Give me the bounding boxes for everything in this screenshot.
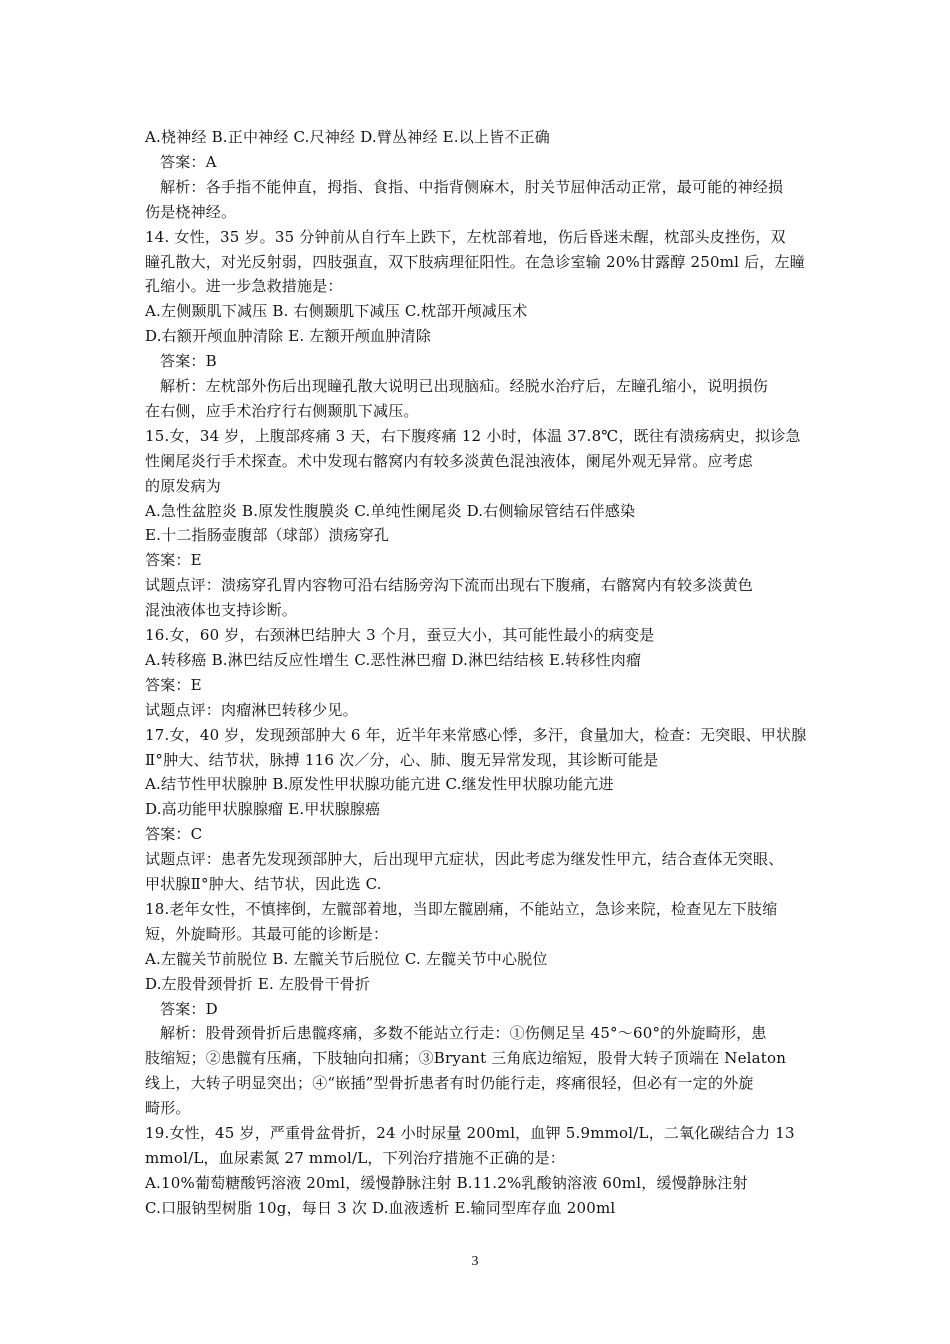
text-line: A.转移癌 B.淋巴结反应性增生 C.恶性淋巴瘤 D.淋巴结结核 E.转移性肉瘤 bbox=[145, 650, 642, 669]
text-line: 混浊液体也支持诊断。 bbox=[145, 601, 298, 620]
text-line: D.左股骨颈骨折 E. 左股骨干骨折 bbox=[145, 974, 371, 993]
text-line: 肢缩短；②患髋有压痛，下肢轴向扣痛；③Bryant 三角底边缩短，股骨大转子顶端在 Nelaton bbox=[145, 1049, 787, 1068]
text-line: 性阑尾炎行手术探查。术中发现右髂窝内有较多淡黄色混浊液体，阑尾外观无异常。应考虑 bbox=[145, 451, 754, 470]
text-line: 18.老年女性，不慎摔倒，左髋部着地，当即左髋剧痛，不能站立，急诊来院，检查见左下肢缩 bbox=[145, 899, 778, 918]
text-line: 短，外旋畸形。其最可能的诊断是： bbox=[145, 924, 389, 943]
text-line: 解析：股骨颈骨折后患髋疼痛，多数不能站立行走：①伤侧足呈 45°～60°的外旋畸形，患 bbox=[160, 1024, 767, 1043]
text-line: 14. 女性，35 岁。35 分钟前从自行车上跌下，左枕部着地，伤后昏迷未醒，枕部头皮挫伤，双 bbox=[145, 227, 786, 246]
text-line: 伤是桡神经。 bbox=[145, 202, 237, 221]
text-line: 畸形。 bbox=[145, 1099, 191, 1118]
text-line: A.左侧颞肌下减压 B. 右侧颞肌下减压 C.枕部开颅减压术 bbox=[145, 302, 528, 321]
text-line: 甲状腺Ⅱ°肿大、结节状，因此选 C. bbox=[145, 875, 382, 893]
text-line: 17.女，40 岁，发现颈部肿大 6 年，近半年来常感心悸，多汗，食量加大，检查：无突眼、甲状腺 bbox=[145, 725, 807, 744]
text-line: 试题点评：溃疡穿孔胃内容物可沿右结肠旁沟下流而出现右下腹痛，右髂窝内有较多淡黄色 bbox=[145, 576, 754, 595]
text-line: C.口服钠型树脂 10g，每日 3 次 D.血液透析 E.输同型库存血 200ml bbox=[145, 1198, 616, 1217]
page-number: 3 bbox=[471, 1254, 479, 1269]
text-line: Ⅱ°肿大、结节状，脉搏 116 次／分，心、肺、腹无异常发现，其诊断可能是 bbox=[145, 750, 659, 769]
text-line: A.桡神经 B.正中神经 C.尺神经 D.臂丛神经 E.以上皆不正确 bbox=[145, 128, 550, 146]
text-line: 解析：各手指不能伸直，拇指、食指、中指背侧麻木，肘关节屈伸活动正常，最可能的神经损 bbox=[160, 177, 784, 196]
text-line: 15.女，34 岁，上腹部疼痛 3 天，右下腹疼痛 12 小时，体温 37.8℃，既往有溃疡病史，拟诊急 bbox=[145, 426, 801, 445]
text-line: 解析：左枕部外伤后出现瞳孔散大说明已出现脑疝。经脱水治疗后，左瞳孔缩小，说明损伤 bbox=[160, 377, 769, 395]
text-line: 试题点评：肉瘤淋巴转移少见。 bbox=[145, 700, 358, 719]
text-line: E.十二指肠壶腹部（球部）溃疡穿孔 bbox=[145, 526, 390, 545]
text-line: 的原发病为 bbox=[145, 476, 222, 495]
text-line: 孔缩小。进一步急救措施是： bbox=[145, 277, 343, 296]
text-line: A.急性盆腔炎 B.原发性腹膜炎 C.单纯性阑尾炎 D.右侧输尿管结石伴感染 bbox=[145, 501, 636, 520]
text-line: A.左髋关节前脱位 B. 左髋关节后脱位 C. 左髋关节中心脱位 bbox=[145, 949, 548, 968]
text-line: 答案：C bbox=[145, 825, 203, 844]
text-line: 试题点评：患者先发现颈部肿大，后出现甲亢症状，因此考虑为继发性甲亢，结合查体无突眼、 bbox=[145, 850, 784, 869]
text-line: 瞳孔散大，对光反射弱，四肢强直，双下肢病理征阳性。在急诊室输 20%甘露醇 250ml 后，左瞳 bbox=[145, 252, 805, 271]
text-line: A.结节性甲状腺肿 B.原发性甲状腺功能亢进 C.继发性甲状腺功能亢进 bbox=[145, 775, 614, 794]
text-line: mmol/L，血尿素氮 27 mmol/L，下列治疗措施不正确的是： bbox=[145, 1148, 566, 1167]
text-line: 线上，大转子明显突出；④“嵌插”型骨折患者有时仍能行走，疼痛很轻，但必有一定的外旋 bbox=[145, 1074, 754, 1093]
text-line: 16.女，60 岁，右颈淋巴结肿大 3 个月，蚕豆大小，其可能性最小的病变是 bbox=[145, 626, 655, 644]
text-line: 答案：A bbox=[160, 152, 217, 171]
text-line: 答案：E bbox=[145, 551, 202, 570]
text-line: D.右额开颅血肿清除 E. 左额开颅血肿清除 bbox=[145, 327, 431, 346]
text-line: 答案：D bbox=[160, 999, 218, 1018]
text-line: A.10%葡萄糖酸钙溶液 20ml，缓慢静脉注射 B.11.2%乳酸钠溶液 60ml，缓慢静脉注射 bbox=[145, 1173, 748, 1192]
text-line: 19.女性，45 岁，严重骨盆骨折，24 小时尿量 200ml，血钾 5.9mmol/L，二氧化碳结合力 13 bbox=[145, 1124, 795, 1142]
text-line: D.高功能甲状腺腺瘤 E.甲状腺腺癌 bbox=[145, 800, 381, 819]
text-line: 答案：E bbox=[145, 675, 202, 694]
text-line: 在右侧，应手术治疗行右侧颞肌下减压。 bbox=[145, 401, 419, 420]
text-line: 答案：B bbox=[160, 352, 217, 371]
